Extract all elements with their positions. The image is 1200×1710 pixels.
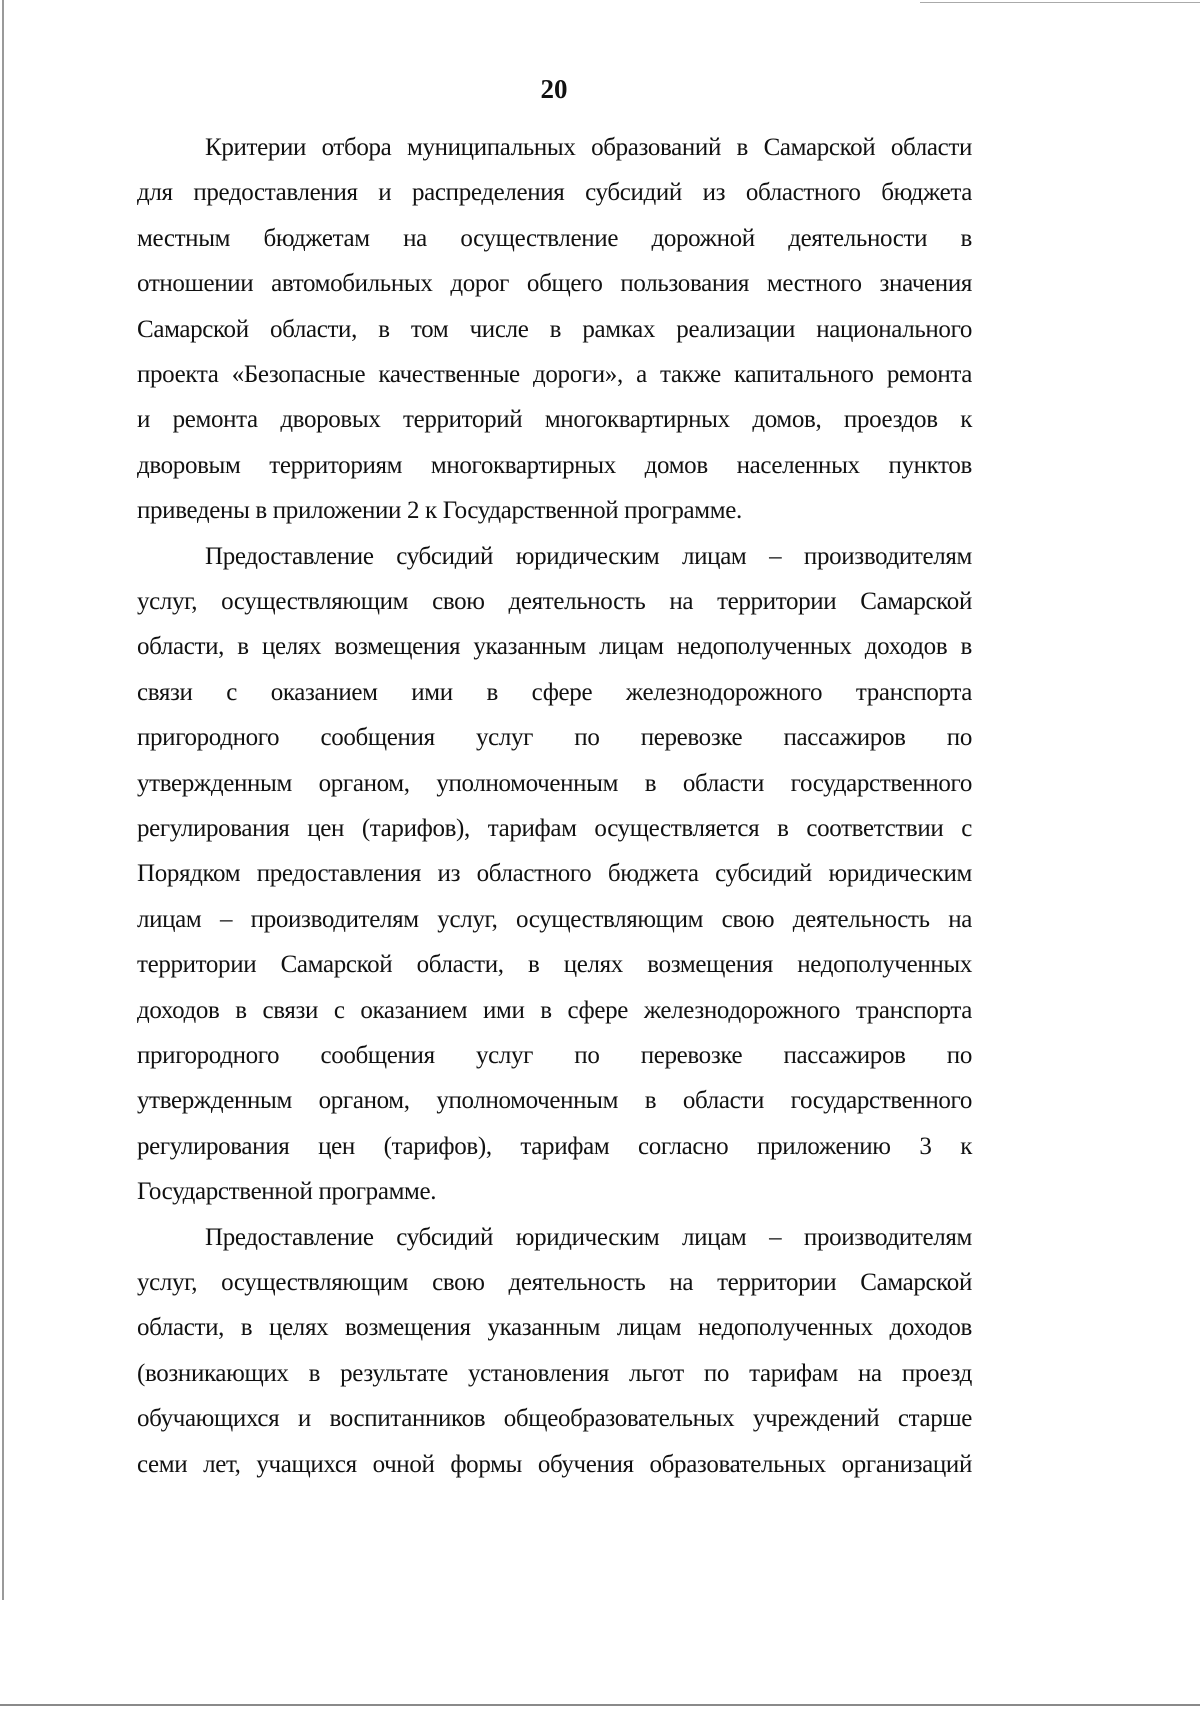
text-line: местным бюджетам на осуществление дорожной деятельности в <box>137 224 972 252</box>
text-line: услуг, осуществляющим свою деятельность на территории Самарской <box>137 588 972 615</box>
text-line: утвержденным органом, уполномоченным в области государственного <box>137 1087 972 1115</box>
text-line: отношении автомобильных дорог общего пользования местного значения <box>137 270 972 298</box>
text-line: услуг, осуществляющим свою деятельность на территории Самарской <box>137 1269 972 1296</box>
text-line: регулирования цен (тарифов), тарифам осуществляется в соответствии с <box>137 815 972 842</box>
text-line: для предоставления и распределения субсидий из областного бюджета <box>137 179 972 207</box>
text-line: Предоставление субсидий юридическим лицам – производителям <box>205 542 972 570</box>
text-line: Самарской области, в том числе в рамках реализации национального <box>137 315 972 343</box>
text-line: Порядком предоставления из областного бюджета субсидий юридическим <box>137 860 972 888</box>
text-line: доходов в связи с оказанием ими в сфере железнодорожного транспорта <box>137 996 972 1024</box>
text-line: и ремонта дворовых территорий многоквартирных домов, проездов к <box>137 406 972 434</box>
scan-edge-bottom <box>0 1704 1200 1706</box>
scan-edge-top <box>920 2 1200 3</box>
text-line: лицам – производителям услуг, осуществляющим свою деятельность на <box>137 905 972 933</box>
text-line: Критерии отбора муниципальных образований в Самарской области <box>205 134 972 161</box>
text-line: дворовым территориям многоквартирных домов населенных пунктов <box>137 451 972 479</box>
text-line: области, в целях возмещения указанным лицам недополученных доходов <box>137 1314 972 1342</box>
text-line: (возникающих в результате установления льгот по тарифам на проезд <box>137 1359 972 1387</box>
page-number: 20 <box>540 74 568 104</box>
text-line: обучающихся и воспитанников общеобразовательных учреждений старше <box>137 1405 972 1433</box>
text-line: связи с оказанием ими в сфере железнодорожного транспорта <box>137 678 972 706</box>
text-line: Государственной программе. <box>137 1178 437 1206</box>
text-line: семи лет, учащихся очной формы обучения образовательных организаций <box>137 1450 972 1478</box>
text-line: проекта «Безопасные качественные дороги», а также капитального ремонта <box>137 361 972 388</box>
text-line: утвержденным органом, уполномоченным в области государственного <box>137 769 972 797</box>
text-line: территории Самарской области, в целях возмещения недополученных <box>137 951 972 979</box>
text-line: Предоставление субсидий юридическим лицам – производителям <box>205 1223 972 1251</box>
text-line: области, в целях возмещения указанным лицам недополученных доходов в <box>137 633 972 661</box>
scan-edge-left <box>2 0 4 1600</box>
text-line: регулирования цен (тарифов), тарифам согласно приложению 3 к <box>137 1132 972 1160</box>
text-line: приведены в приложении 2 к Государственной программе. <box>137 497 742 525</box>
text-line: пригородного сообщения услуг по перевозке пассажиров по <box>137 1042 972 1069</box>
text-line: пригородного сообщения услуг по перевозке пассажиров по <box>137 724 972 752</box>
